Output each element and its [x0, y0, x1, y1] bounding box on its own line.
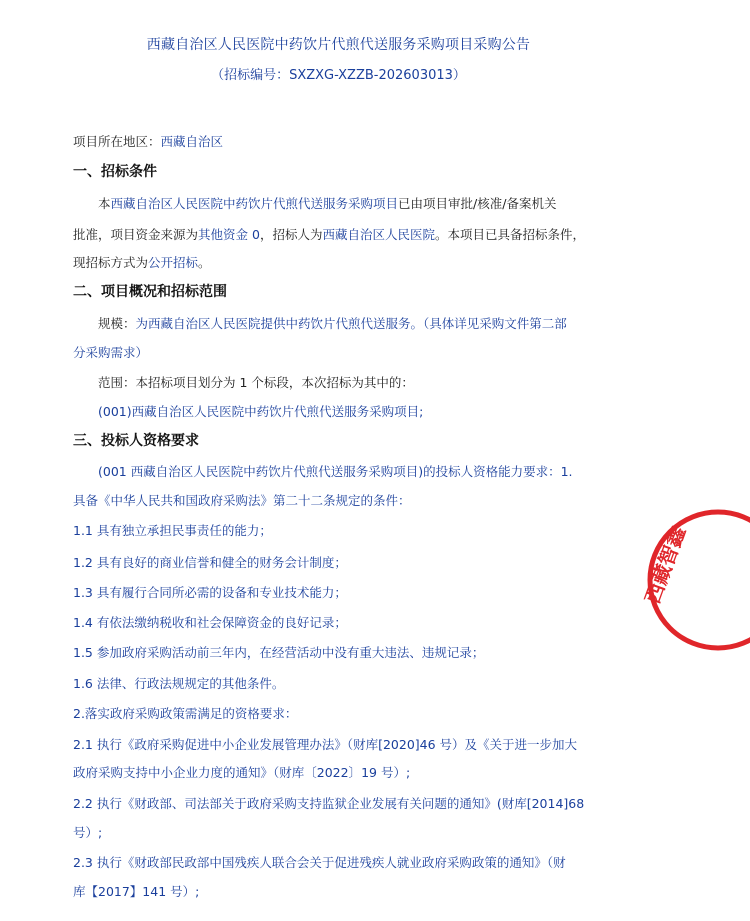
policy-2-3b: 库【2017】141 号）;: [73, 884, 200, 899]
section-2-heading: 二、项目概况和招标范围: [73, 284, 227, 300]
qual-item: 1.6 法律、行政法规规定的其他条件。: [73, 676, 285, 691]
s1-line-3: [73, 255, 613, 271]
notice-title: 西藏自治区人民医院中药饮片代煎代送服务采购项目采购公告: [146, 37, 531, 53]
svg-text:西藏智鑫: 西藏智鑫: [640, 523, 691, 607]
s1-text: 现招标方式为: [73, 255, 149, 270]
location-label: 项目所在地区：: [73, 134, 161, 149]
range-line: 范围：本招标项目划分为 1 个标段，本次招标为其中的：: [98, 375, 414, 390]
tenderer-name: 西藏自治区人民医院: [322, 227, 435, 242]
s1-text: 本: [98, 196, 111, 211]
scale-line-1: [98, 316, 638, 332]
s1-text: ，招标人为: [259, 227, 323, 242]
section-1-heading: 一、招标条件: [73, 164, 157, 180]
qual-item: 1.3 具有履行合同所必需的设备和专业技术能力；: [73, 585, 347, 600]
location-value: 西藏自治区: [160, 134, 224, 149]
scale-value: 为西藏自治区人民医院提供中药饮片代煎代送服务。（具体详见采购文件第二部: [135, 316, 567, 331]
project-location: [73, 134, 613, 150]
policy-2-2a: 2.2 执行《财政部、司法部关于政府采购支持监狱企业发展有关问题的通知》(财库[2014]68: [73, 796, 585, 811]
policy-2-2b: 号）;: [73, 825, 103, 840]
project-name: 西藏自治区人民医院中药饮片代煎代送服务采购项目: [110, 196, 399, 211]
s1-text: 已由项目审批/核准/备案机关: [398, 196, 557, 211]
scale-label: 规模：: [98, 316, 136, 331]
s1-text: 。本项目已具备招标条件，: [434, 227, 585, 242]
s1-line-2: [73, 227, 613, 243]
section-3-heading: 三、投标人资格要求: [73, 433, 199, 449]
policy-2-3a: 2.3 执行《财政部民政部中国残疾人联合会关于促进残疾人就业政府采购政策的通知》（财: [73, 855, 566, 870]
tender-number: （招标编号：SXZXG-XZZB-202603013）: [211, 68, 466, 83]
policy-2-1a: 2.1 执行《政府采购促进中小企业发展管理办法》（财库[2020]46 号）及《关于进一步加大: [73, 737, 578, 752]
scale-line-2: 分采购需求）: [73, 345, 149, 360]
qual-item: 1.5 参加政府采购活动前三年内，在经营活动中没有重大违法、违规记录；: [73, 645, 485, 660]
qual-intro-1: (001 西藏自治区人民医院中药饮片代煎代送服务采购项目)的投标人资格能力要求：1.: [98, 464, 573, 479]
qual-intro-2: 具备《中华人民共和国政府采购法》第二十二条规定的条件：: [73, 493, 411, 508]
policy-2-1b: 政府采购支持中小企业力度的通知》（财库〔2022〕19 号）;: [73, 765, 411, 780]
qual-item: 2.落实政府采购政策需满足的资格要求：: [73, 706, 298, 721]
lot-line: (001)西藏自治区人民医院中药饮片代煎代送服务采购项目;: [98, 404, 424, 419]
s1-text: 批准，项目资金来源为: [73, 227, 199, 242]
qual-item: 1.4 有依法缴纳税收和社会保障资金的良好记录；: [73, 615, 347, 630]
qual-item: 1.2 具有良好的商业信誉和健全的财务会计制度；: [73, 555, 347, 570]
official-seal-stamp: [640, 505, 750, 655]
fund-source: 其他资金 0: [198, 227, 260, 242]
s1-text: 。: [198, 255, 211, 270]
qual-item: 1.1 具有独立承担民事责任的能力；: [73, 523, 272, 538]
tender-method: 公开招标: [148, 255, 199, 270]
s1-line-1: [98, 196, 638, 212]
